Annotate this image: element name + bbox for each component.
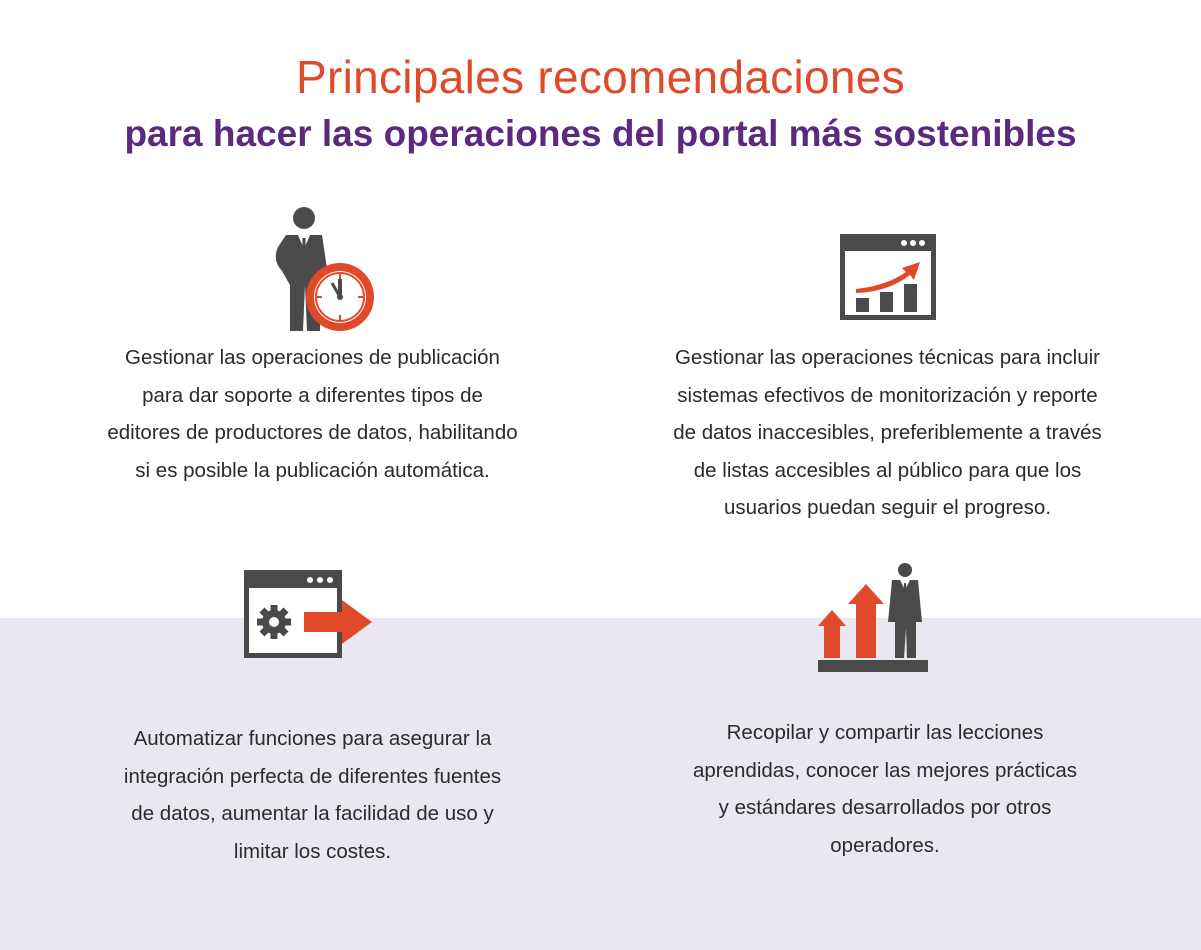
page-title: Principales recomendaciones xyxy=(296,51,905,103)
recommendation-text-2: Gestionar las operaciones técnicas para incluir sistemas efectivos de monitorización y reporte de datos inaccesibles, preferiblemente a través de listas accesibles al público para que los usuarios puedan seguir el progreso. xyxy=(673,346,1102,519)
browser-gear-arrow-icon xyxy=(244,570,374,658)
businessman-clock-icon xyxy=(264,205,378,333)
recommendation-text-3: Automatizar funciones para asegurar la integración perfecta de diferentes fuentes de datos, aumentar la facilidad de uso y limitar los costes. xyxy=(123,727,502,863)
page-subtitle: para hacer las operaciones del portal más sostenibles xyxy=(124,113,1077,154)
recommendation-text-4: Recopilar y compartir las lecciones aprendidas, conocer las mejores prácticas y estándares desarrollados por otros operadores. xyxy=(693,721,1077,857)
growth-arrows-businessman-icon xyxy=(818,562,928,672)
recommendation-text-1: Gestionar las operaciones de publicación para dar soporte a diferentes tipos de editores de productores de datos, habilitando si es posible la publicación automática. xyxy=(107,346,518,482)
browser-growth-chart-icon xyxy=(840,234,936,320)
